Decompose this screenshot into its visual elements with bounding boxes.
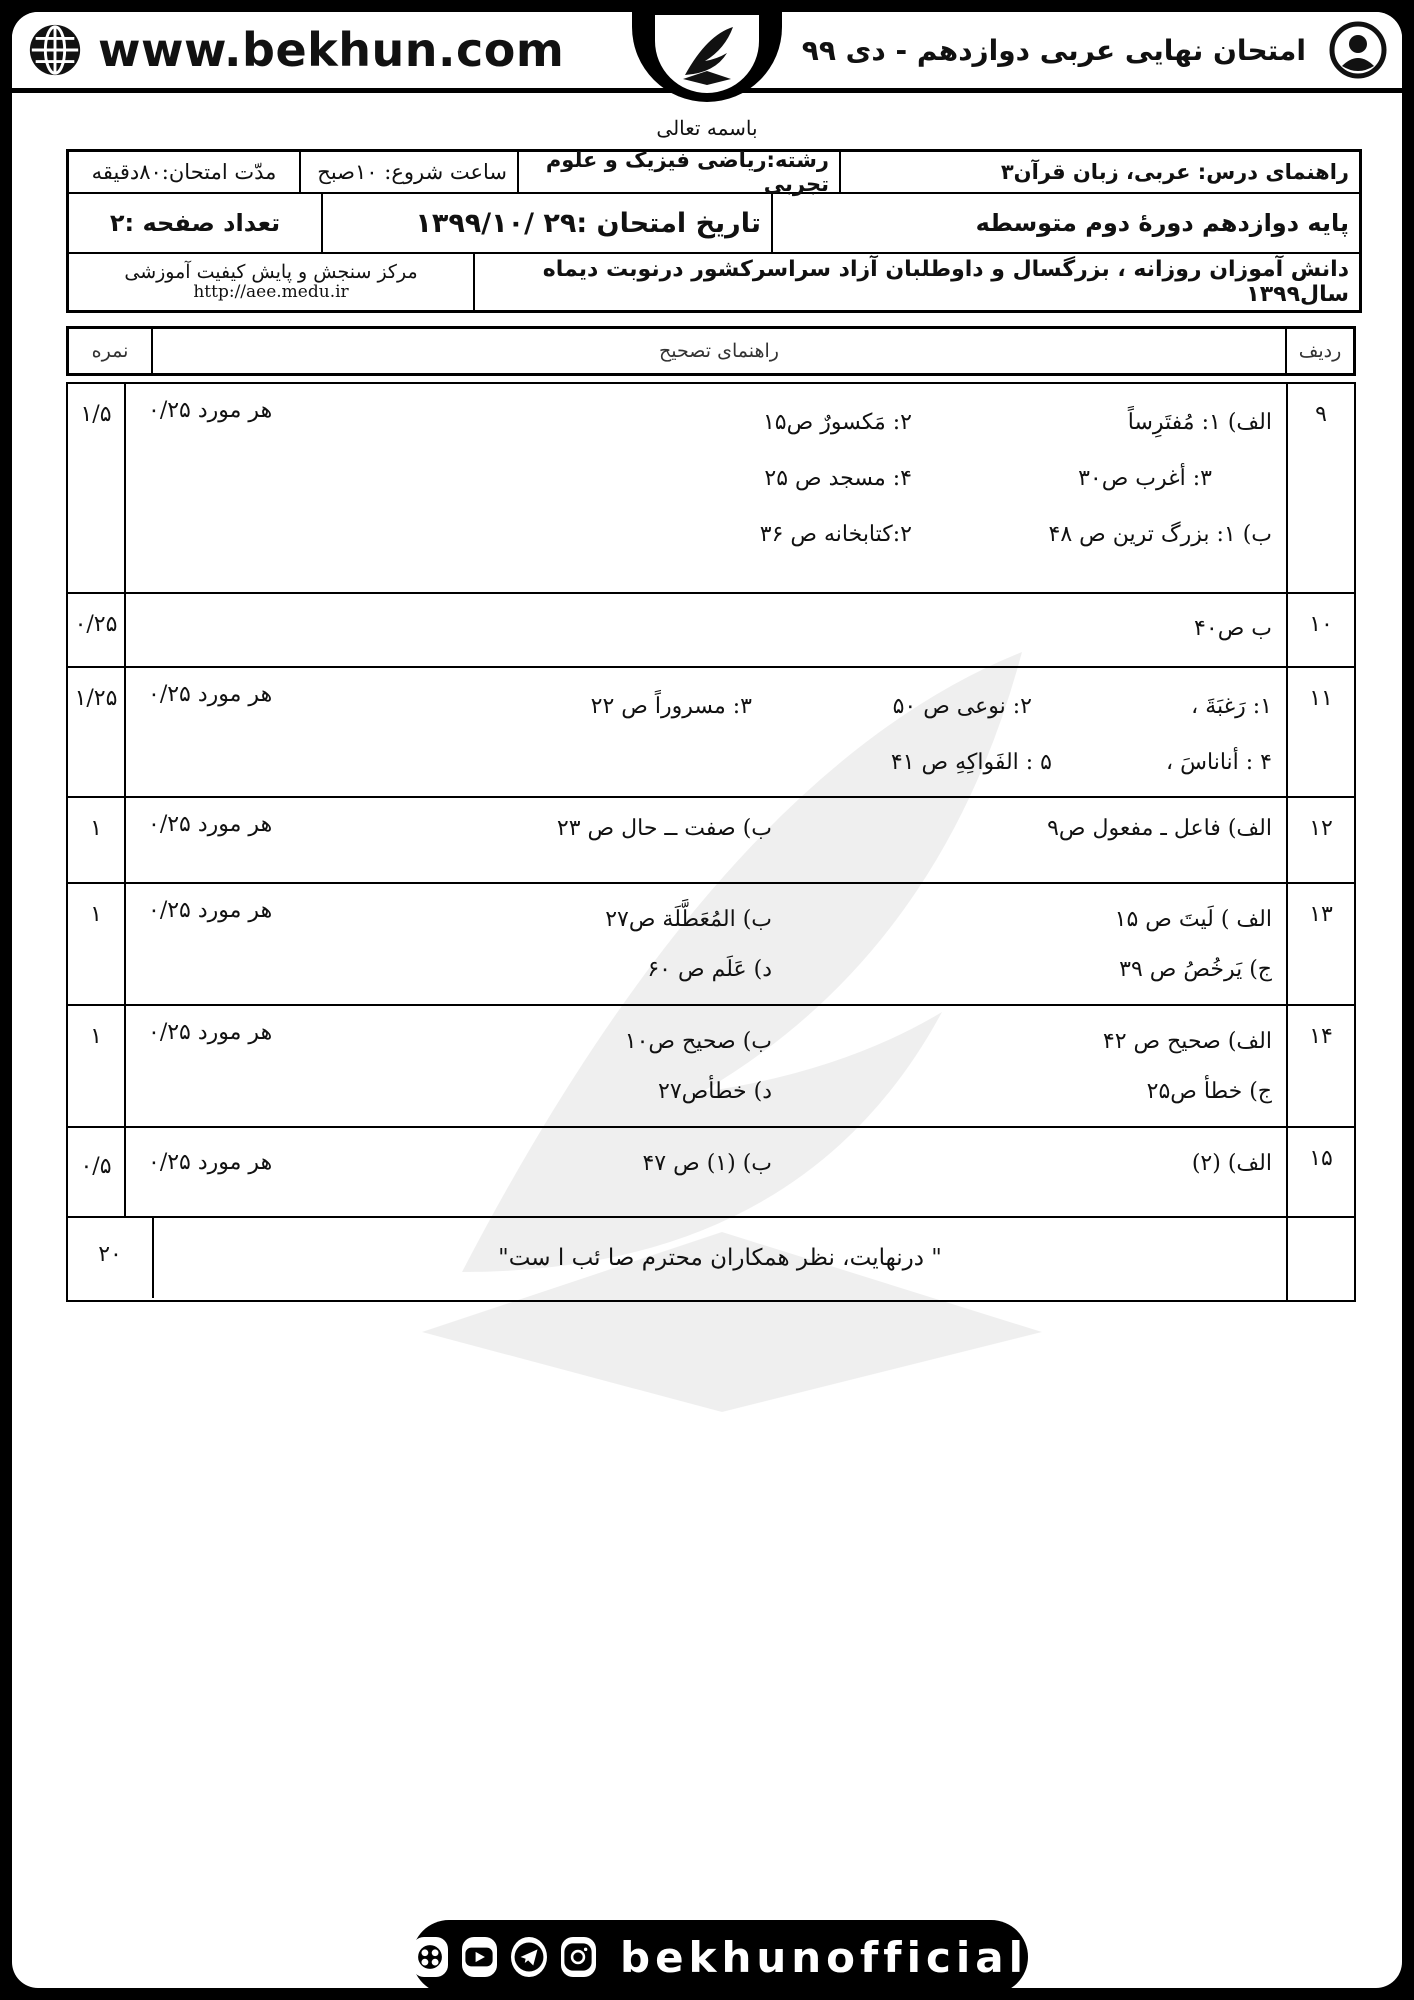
table-row (68, 384, 1354, 594)
exam-date: تاریخ امتحان :۲۹ /۱۳۹۹/۱۰ (321, 194, 771, 252)
answer-item: ۲:کتابخانه ص ۳۶ (759, 521, 912, 547)
answer-item: ب) صفت ــ حال ص ۲۳ (556, 815, 772, 841)
user-icon[interactable] (1328, 20, 1388, 80)
answer-item: ۳: أغرب ص۳۰ (1078, 465, 1212, 491)
row-answers (124, 668, 1286, 796)
row-answers (124, 884, 1286, 1004)
answer-key-table (66, 326, 1356, 1302)
answer-item: الف) صحیح ص ۴۲ (1102, 1028, 1272, 1054)
answer-item: ۵ : الفَواکِهِ ص ۴۱ (890, 749, 1052, 775)
top-bar (12, 12, 1402, 93)
row-number: ۱۰ (1286, 594, 1354, 666)
answer-item: ۳: مسروراً ص ۲۲ (590, 693, 752, 719)
answer-item: الف) فاعل ـ مفعول ص۹ (1047, 815, 1272, 841)
start-time: ساعت شروع: ۱۰صبح (299, 152, 517, 192)
row-score: ۱/۵ (80, 402, 112, 427)
per-item-score: هر مورد ۰/۲۵ (148, 1020, 273, 1045)
table-row (68, 594, 1354, 668)
logo-icon (655, 15, 759, 93)
site-url[interactable]: www.bekhun.com (98, 23, 565, 77)
header-score: نمره (91, 340, 129, 362)
answer-item: ب) (۱) ص ۴۷ (642, 1150, 772, 1176)
exam-info-table (66, 149, 1362, 313)
row-number-empty (1286, 1218, 1354, 1300)
youtube-icon[interactable] (462, 1937, 498, 1977)
page-count: تعداد صفحه :۲ (109, 209, 281, 237)
basmala: باسمه تعالی (656, 116, 758, 140)
per-item-score: هر مورد ۰/۲۵ (148, 398, 273, 423)
table-row (68, 1006, 1354, 1128)
row-score: ۱ (90, 1024, 102, 1049)
row-number: ۱۵ (1286, 1128, 1354, 1216)
row-score: ۰/۲۵ (74, 612, 118, 637)
social-bar (412, 1920, 1028, 1988)
row-score: ۱ (90, 816, 102, 841)
answer-item: ۴ : أناناسَ ، (1166, 749, 1272, 775)
answer-item: ب) صحیح ص۱۰ (624, 1028, 772, 1054)
total-row (68, 1218, 1354, 1300)
duration: مدّت امتحان:۸۰دقیقه (91, 160, 277, 184)
answer-item: ج) خطأ ص۲۵ (1146, 1078, 1272, 1104)
page-frame (12, 12, 1402, 1988)
answer-item: د) عَلَم ص ۶۰ (647, 956, 772, 982)
center-url[interactable]: http://aee.medu.ir (193, 282, 349, 303)
answer-item: ب ص۴۰ (1194, 615, 1272, 641)
header-row-number: ردیف (1285, 329, 1353, 373)
row-number: ۱۳ (1286, 884, 1354, 1004)
row-answers (124, 594, 1286, 666)
globe-icon (26, 21, 84, 79)
per-item-score: هر مورد ۰/۲۵ (148, 812, 273, 837)
final-note: " درنهایت، نظر همکاران محترم صا ئب ا ست" (152, 1218, 1286, 1298)
row-number: ۹ (1286, 384, 1354, 592)
table-body (66, 382, 1356, 1302)
exam-topic (802, 20, 1388, 80)
row-score: ۱ (90, 902, 102, 927)
row-score: ۰/۵ (80, 1154, 112, 1179)
answer-item: د) خطأص۲۷ (658, 1078, 772, 1104)
header-guide: راهنمای تصحیح (151, 329, 1285, 373)
per-item-score: هر مورد ۰/۲۵ (148, 682, 273, 707)
per-item-score: هر مورد ۰/۲۵ (148, 1150, 273, 1175)
field: رشته:ریاضی فیزیک و علوم تجربی (517, 152, 839, 192)
answer-item: ۴: مسجد ص ۲۵ (764, 465, 912, 491)
row-score: ۱/۲۵ (74, 686, 118, 711)
table-row (68, 798, 1354, 884)
telegram-icon[interactable] (511, 1937, 547, 1977)
table-row (68, 1128, 1354, 1218)
table-row (68, 884, 1354, 1006)
exam-title: امتحان نهایی عربی دوازدهم - دی ۹۹ (801, 33, 1306, 67)
row-number: ۱۴ (1286, 1006, 1354, 1126)
social-handle[interactable]: bekhunofficial (620, 1932, 1029, 1982)
row-answers (124, 384, 1286, 592)
table-header (66, 326, 1356, 376)
per-item-score: هر مورد ۰/۲۵ (148, 898, 273, 923)
row-number: ۱۲ (1286, 798, 1354, 882)
answer-item: الف ) لَیتَ ص ۱۵ (1114, 906, 1272, 932)
row-number: ۱۱ (1286, 668, 1354, 796)
site-link[interactable] (26, 20, 564, 80)
brand-logo (632, 12, 782, 102)
answer-item: ۱: رَغبَةَ ، (1191, 693, 1272, 719)
answer-item: الف) (۲) (1191, 1150, 1272, 1176)
center-info (69, 254, 473, 310)
table-row (68, 668, 1354, 798)
row-answers (124, 1006, 1286, 1126)
course-name: راهنمای درس: عربی، زبان قرآن۳ (839, 152, 1359, 192)
total-score: ۲۰ (98, 1242, 122, 1267)
row-answers (124, 798, 1286, 882)
answer-item: ۲: نوعی ص ۵۰ (892, 693, 1032, 719)
grade-level: پایه دوازدهم دورهٔ دوم متوسطه (771, 194, 1359, 252)
instagram-icon[interactable] (561, 1937, 597, 1977)
center-name: مرکز سنجش و پایش کیفیت آموزشی (124, 261, 418, 284)
row-answers (124, 1128, 1286, 1216)
answer-item: ج) یَرخُصُ ص ۳۹ (1119, 956, 1272, 982)
answer-item: ب) المُعَطَّلَة ص۲۷ (605, 906, 772, 932)
aparat-icon[interactable] (412, 1937, 448, 1977)
answer-item: ب) ۱: بزرگ ترین ص ۴۸ (1048, 521, 1272, 547)
answer-item: الف) ۱: مُفتَرِساً (1127, 409, 1272, 435)
students-info: دانش آموزان روزانه ، بزرگسال و داوطلبان آزاد سراسرکشور درنوبت دیماه سال۱۳۹۹ (473, 254, 1359, 310)
answer-item: ۲: مَکسورٌ ص۱۵ (762, 409, 912, 435)
